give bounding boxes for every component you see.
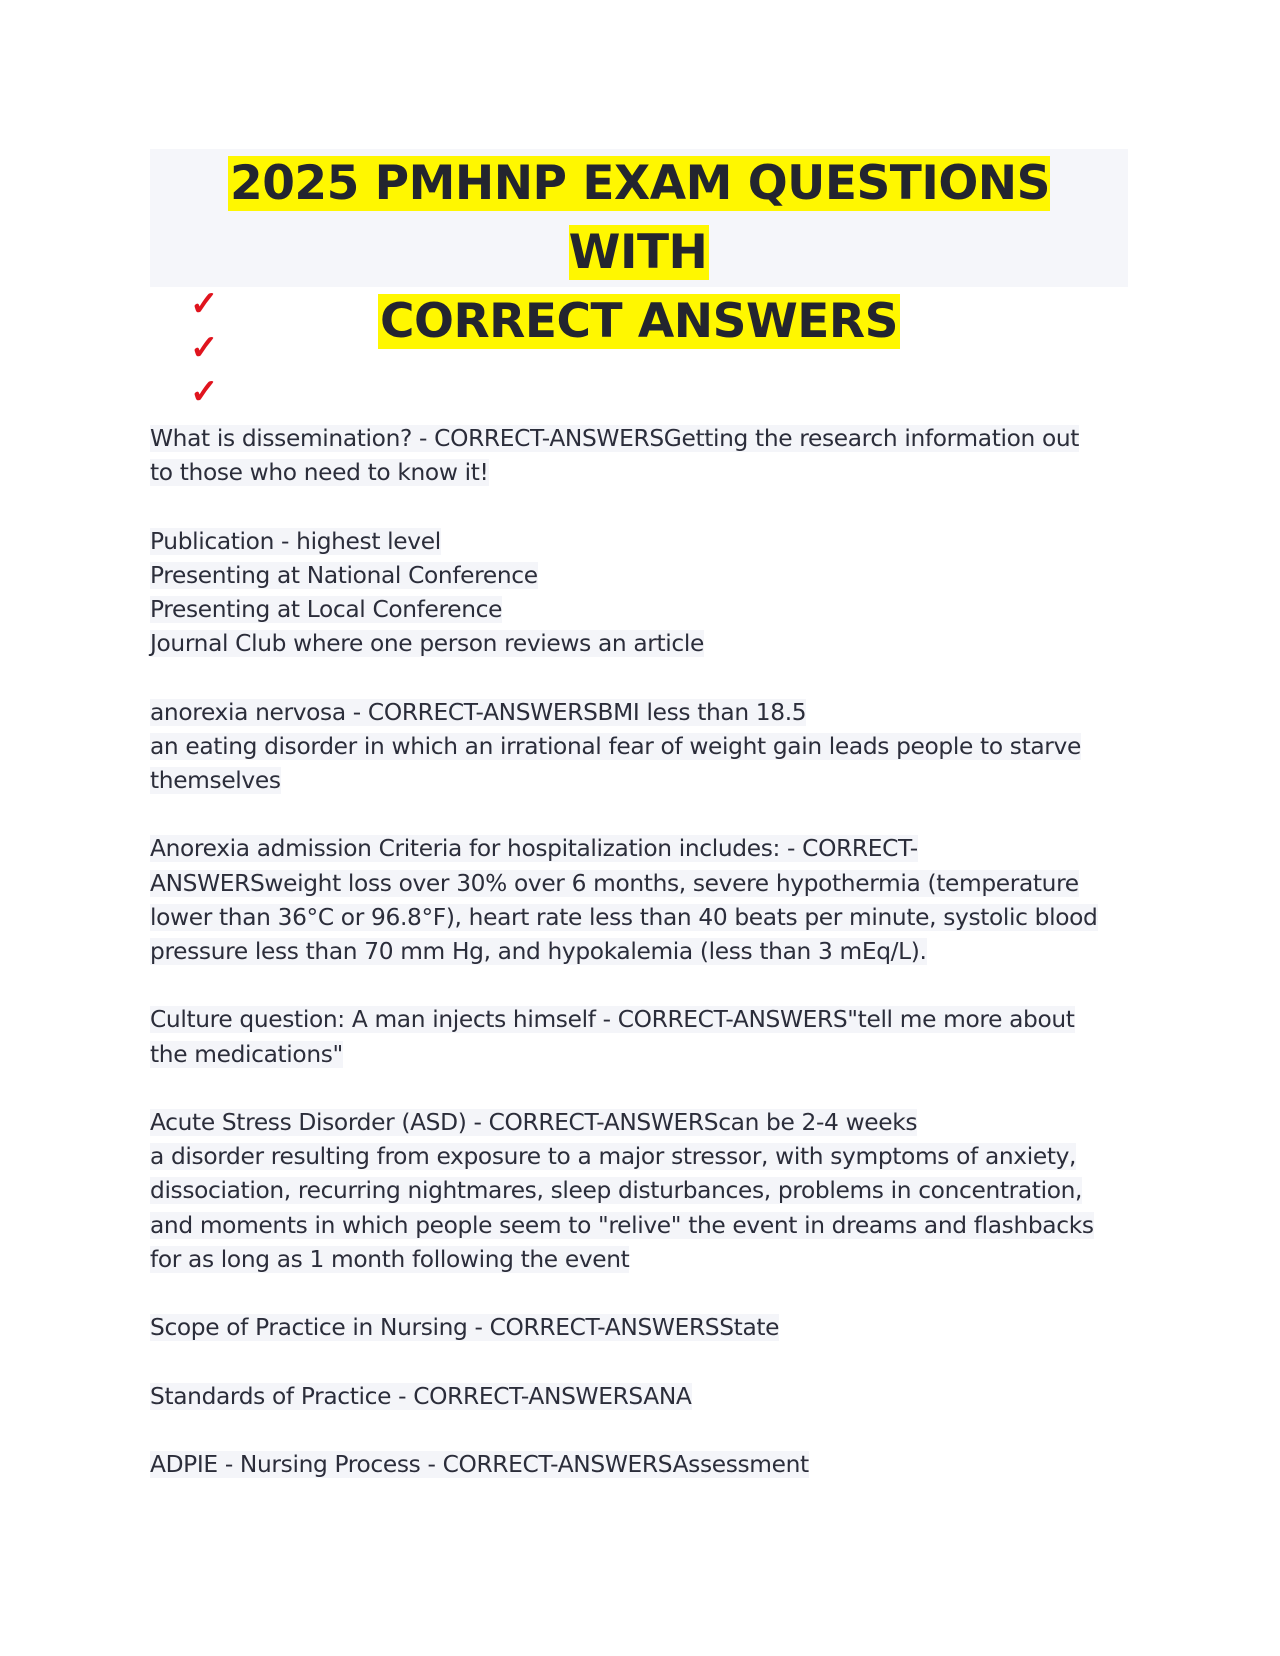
text-line: to those who need to know it! (150, 459, 489, 487)
text-line: an eating disorder in which an irrational fear of weight gain leads people to starve (150, 732, 1081, 760)
title-line-2: CORRECT ANSWERS (380, 294, 898, 349)
check-mark-icon: ✓ (190, 284, 219, 324)
qa-content (150, 422, 1140, 1516)
qa-acute-stress-disorder (150, 1106, 1140, 1277)
check-mark-icon: ✓ (190, 372, 219, 412)
text-line: a disorder resulting from exposure to a major stressor, with symptoms of anxiety, (150, 1143, 1077, 1171)
text-line: the medications" (150, 1040, 343, 1068)
qa-dissemination (150, 422, 1140, 490)
qa-anorexia-admission (150, 832, 1140, 969)
text-line: Standards of Practice - CORRECT-ANSWERSANA (150, 1382, 692, 1410)
text-line: anorexia nervosa - CORRECT-ANSWERSBMI less than 18.5 (150, 698, 807, 726)
text-line: Scope of Practice in Nursing - CORRECT-ANSWERSState (150, 1314, 780, 1342)
text-line: What is dissemination? - CORRECT-ANSWERSGetting the research information out (150, 425, 1080, 452)
qa-culture-question (150, 1003, 1140, 1071)
text-line: for as long as 1 month following the event (150, 1245, 630, 1273)
qa-standards-of-practice (150, 1380, 1140, 1414)
qa-anorexia-nervosa (150, 696, 1140, 799)
dissemination-levels (150, 525, 1140, 662)
document-title (150, 149, 1128, 349)
text-line: Presenting at Local Conference (150, 596, 503, 623)
text-line: lower than 36°C or 96.8°F), heart rate less than 40 beats per minute, systolic blood (150, 903, 1098, 931)
text-line: Anorexia admission Criteria for hospitalization includes: - CORRECT- (150, 835, 918, 863)
text-line: Presenting at National Conference (150, 561, 538, 589)
text-line: themselves (150, 767, 281, 794)
check-mark-icon: ✓ (190, 328, 219, 368)
text-line: Culture question: A man injects himself - CORRECT-ANSWERS"tell me more about (150, 1006, 1075, 1034)
qa-scope-of-practice (150, 1311, 1140, 1345)
text-line: Journal Club where one person reviews an article (150, 630, 704, 658)
text-line: Acute Stress Disorder (ASD) - CORRECT-ANSWERScan be 2-4 weeks (150, 1108, 918, 1136)
text-line: dissociation, recurring nightmares, sleep disturbances, problems in concentration, (150, 1177, 1083, 1205)
text-line: ANSWERSweight loss over 30% over 6 months, severe hypothermia (temperature (150, 869, 1079, 897)
text-line: and moments in which people seem to "relive" the event in dreams and flashbacks (150, 1211, 1094, 1239)
text-line: ADPIE - Nursing Process - CORRECT-ANSWERSAssessment (150, 1450, 809, 1478)
qa-adpie (150, 1448, 1140, 1482)
title-line-1: 2025 PMHNP EXAM QUESTIONS WITH (230, 156, 1050, 280)
text-line: Publication - highest level (150, 527, 441, 555)
check-mark-list (190, 282, 219, 414)
text-line: pressure less than 70 mm Hg, and hypokalemia (less than 3 mEq/L). (150, 938, 927, 965)
